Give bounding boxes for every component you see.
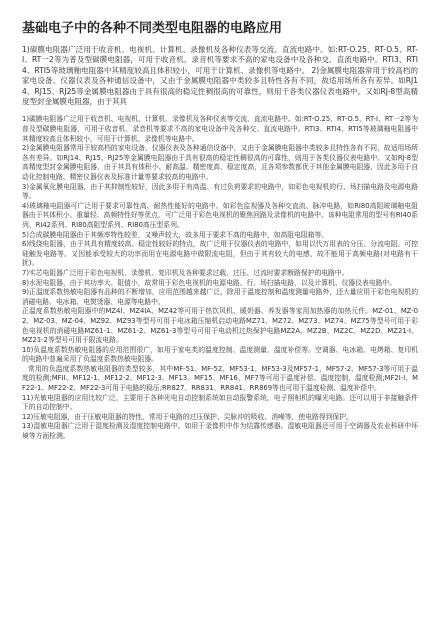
- section-photoresistor: 11)光敏电阻器的应用比较广泛，主要用于各种光电自动控制系统如自动报警系统，电子照相机的曝光电路。还可以用于非接触条件下的自动控制中。: [22, 393, 418, 412]
- section-list: [22, 115, 418, 441]
- section-metal-film: 2)金属膜电阻器常用于较高档的家电设备、仪器仪表及各种通信设备中，又由于金属膜电阻器中类较多且特性各有不同，故适用场所各有差异。如RJ14、RJ15、RJ25等金属膜电阻器由于具有很高的稳定性稠很高的可靠性，则用于各类仪器仪表电路中。又如RJ-8型高精度型封金属膜电阻器，由于其具有体积小、耐高温、精密度高、稳定度高，且各项参数都优于其他金属膜电阻器，因此多用于自动化控制电路、精密仪器仪表及标准计量等要求较高的电路中。: [22, 144, 418, 181]
- section-ptc-thermistor-models: 正温度系数热敏电阻器中的MZ4I、MZ4IA、MZ42等可用于热饮风机、暖奶器、养发器等家用加热器的加热元件。MZ-01、MZ-02、MZ-03、MZ-04、MZ92、MZ93等型号可用于电冰箱压缩机启动电路MZ71、MZ72、MZ73、MZ74、MZ75等型号可用于彩色电视机的消磁电路MZ61-1、MZ61-2、MZ61-3等型号可用于电动机过热保护电路MZ2A、MZ2B、MZ2C、MZ2D、MZ21-I、MZ21-2等型号可用于限流电路。: [22, 307, 418, 345]
- summary-paragraph: 1)碳膜电阻器广泛用于收音机、电视机、计算机、录像机及各种仪表等交流、直流电路中。如:RT-O.25、RT-O.5、RT-I、RT一2等为普及型碳膜电阻器，可用于收音机、录音机等要求不高的家电设备中及各种交、直流电路中。RTI3、RTI4、RTI5等玻璃釉电阻器中其精度较高且体积较小，可用于计算机、录像机等电路中。 2)金属膜电阻器常用于较高档的家电设备、仪器仪表及各种通信设备中，又由于金属膜电阻器中类较多且特性各有不同，故适用场所各有差异。如RJ14、RJ15、RJ25等金属膜电阻器由于具有很高的稳定性稠很高的可靠性，则用于各类仪器仪表电路中。又如RJ-8型高精度型封金属膜电阻器，由于其具: [22, 45, 418, 107]
- section-metal-oxide-film: 3)金属氧化膜电阻器，由于其抑制性较好，因此多用于有高温、有过负荷要求的电路中，如彩色电视机的行、场扫描电路及电源电路等。: [22, 182, 418, 201]
- section-glass-glaze: 4)玻璃釉电阻器可广泛用于要求可靠性高、耐热性能好的电路中。如彩色监视器及各种交直流、脉冲电路，如RI80高阻玻璃釉电阻器由于其体积小、重量轻、高频特性好等优点，可广泛用于彩色电视机的聚焦回路及录像机的电路中。该种电阻常用的型号有RI40系列、RI42系列、RI80高阻型系列、RI80高压型系列。: [22, 201, 418, 229]
- section-ntc-thermistor: 10)负温度系数热敏电阻器的应用范围很广，如用于家电类的温度控制、温度测量、温度补偿等。空调器、电冰箱、电烤箱、复印机的电路中普遍采用了负温度系数热敏电阻器。: [22, 345, 418, 364]
- section-wirewound: 6)线绕电阻器，由于其具有精度较高、稳定性较好的特点，故广泛用于仪器仪表的电路中，如用以代万用表的分压、分流电阻、可控硅触发电路等。又因能承受较大的功率而用在电源电路中做限流电阻，但由于其有较大的电感，故不能用于高频电路(对电路有干扰)。: [22, 240, 418, 268]
- section-cement: 8)水泥电阻器，由于其功率大、阻值小，故常用于彩色电视机的电源电路、行、场扫描电路，以及计算机、仪器仪表电路中。: [22, 278, 397, 287]
- section-varistor: 12)压敏电阻器，由于压敏电阻器的特性，常用于电路的过压保护、尖脉冲的吸收、消噪等，使电路得到保护。: [22, 412, 353, 421]
- section-synthetic-carbon-film: 5)合成碳膜电阻器由于其频率特性较差，又噪声较大，故多用于要求不高的电路中，如高阻电阻箱等。: [22, 230, 329, 239]
- section-humidity-resistor: 13)湿敏电阻器广泛用于湿度检测及湿度控制电路中。如用于录像机中作为结露传感器。湿敏电阻器还可用于空调器及农业科研中环境等方面检测。: [22, 422, 418, 441]
- section-solid-core: 7)实芯电阻器广泛用于彩色电视机、录像机、复印机及各种要求过载、过压、过流时要求断路保护的电路中。: [22, 268, 349, 277]
- document-title: 基础电子中的各种不同类型电阻器的电路应用: [22, 21, 283, 36]
- section-ptc-thermistor: 9)正温度系数热敏电阻器有品种的不断增加，应用范围越来越广泛，除用于温度控制和温度测量电路外，还大量应用于彩色电视机的消磁电路、电冰箱、电熨烫器、电源等电路中。: [22, 288, 418, 306]
- section-carbon-film: 1)碳膜电阻器广泛用于收音机、电视机、计算机、录像机及各种仪表等交流、直流电路中。如:RT-O.25、RT-O.5、RT-I、RT一2等为普及型碳膜电阻器，可用于收音机、录音机等要求不高的家电设备中及各种交、直流电路中。RTI3、RTI4、RTI5等玻璃釉电阻器中其精度较高且体积较小，可用于计算机、录像机等电路中。: [22, 115, 418, 143]
- section-ntc-thermistor-models: 常用的负温度系数热敏电阻器的类型较多，其中MF-51、MF-52、MF53-1、MF53-3及MF57-1、MF57-2、MF57-3等可用于温度的检测;MFII、MF12-1、MF12-2、MF12-3、MF13、MF15、MF16、MF7等可用于温度补偿、温度控制，温度检测;MF2I-I、MF22-1、MF22-2、MF22-3可用于电路的稳压;RR827、RR831、RR841、RR869等也可用于温度检测、温度补偿中。: [22, 364, 418, 393]
